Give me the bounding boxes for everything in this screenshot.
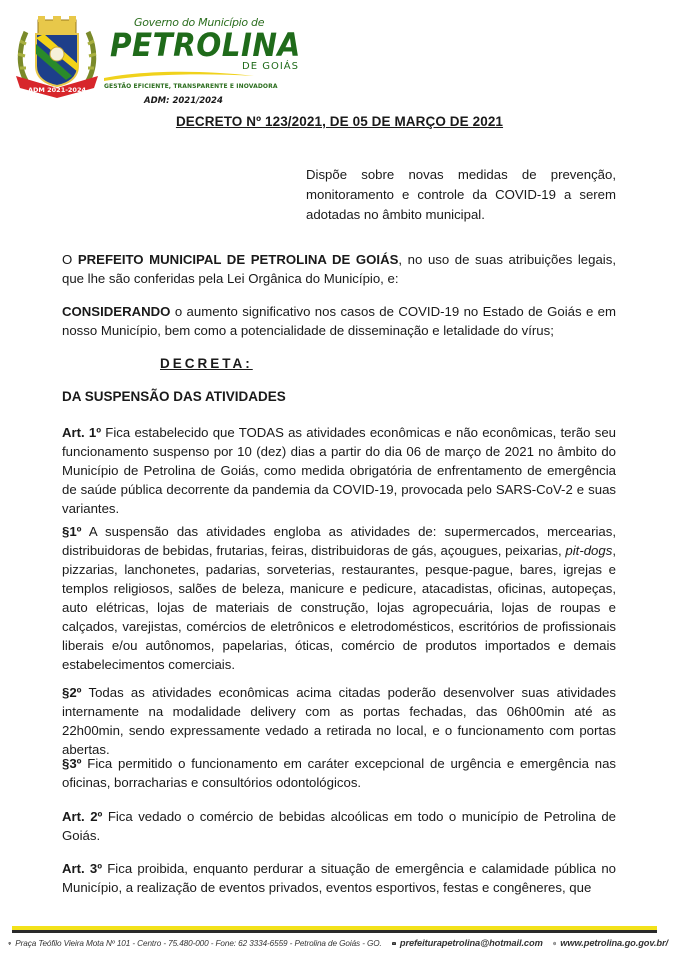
- tagline: GESTÃO EFICIENTE, TRANSPARENTE E INOVADORA: [104, 83, 278, 90]
- globe-icon: [553, 939, 556, 948]
- article-2-label: Art. 2º: [62, 809, 103, 824]
- paragraph-2-label: §2º: [62, 685, 82, 700]
- letterhead: [12, 10, 301, 106]
- state-name: DE GOIÁS: [242, 61, 299, 72]
- preamble-lead: O: [62, 252, 78, 267]
- paragraph-1-label: §1º: [62, 524, 82, 539]
- preamble-paragraph: [62, 250, 616, 288]
- footer-rule-dark: [12, 930, 657, 933]
- paragraph-3: [62, 754, 616, 792]
- government-line: Governo do Município de: [134, 16, 265, 29]
- footer-contact: [8, 936, 668, 950]
- paragraph-1: [62, 522, 616, 674]
- paragraph-1-text-a: A suspensão das atividades engloba as atividades de: supermercados, mercearias, distribuidoras de bebidas, frutarias, feiras, distribuidoras de gás, açougues, peixarias,: [62, 524, 616, 558]
- article-2-text: Fica vedado o comércio de bebidas alcoólicas em todo o município de Petrolina de Goiás.: [62, 809, 616, 843]
- paragraph-1-italic: pit-dogs: [565, 543, 613, 558]
- considerando-label: CONSIDERANDO: [62, 304, 171, 319]
- article-3: [62, 859, 616, 897]
- paragraph-3-label: §3º: [62, 756, 82, 771]
- article-3-text: Fica proibida, enquanto perdurar a situação de emergência e calamidade pública no Município, a realização de eventos privados, eventos esportivos, festas e congêneres, que: [62, 861, 616, 895]
- preamble-text: , no uso de suas atribuições legais, que lhe são conferidas pela Lei Orgânica do Município, e:: [62, 252, 616, 286]
- article-1: [62, 423, 616, 518]
- article-3-label: Art. 3º: [62, 861, 103, 876]
- municipality-name: PETROLINA: [110, 26, 301, 64]
- footer-email[interactable]: prefeiturapetrolina@hotmail.com: [399, 938, 543, 948]
- decreta-heading: DECRETA:: [160, 356, 253, 371]
- yellow-swoosh-icon: [104, 68, 254, 82]
- section-heading: DA SUSPENSÃO DAS ATIVIDADES: [62, 389, 286, 404]
- municipal-crest-icon: [14, 14, 100, 100]
- footer-address: Praça Teófilo Vieira Mota Nº 101 - Centro - 75.480-000 - Fone: 62 3334-6559 - Petrolina de Goiás - GO.: [15, 938, 382, 948]
- considerando-paragraph: [62, 302, 616, 340]
- article-1-label: Art. 1º: [62, 425, 102, 440]
- paragraph-2: [62, 683, 616, 759]
- municipality-wordmark: [104, 16, 301, 106]
- preamble-authority: PREFEITO MUNICIPAL DE PETROLINA DE GOIÁS: [77, 252, 399, 267]
- location-pin-icon: [8, 939, 11, 948]
- administration-period: ADM: 2021/2024: [144, 96, 223, 106]
- paragraph-2-text: Todas as atividades econômicas acima citadas poderão desenvolver suas atividades internamente na modalidade delivery com as portas fechadas, das 06h00min até as 22h00min, sendo expressamente vedado a retirada no local, e o funcionamento com portas abertas.: [62, 685, 616, 757]
- footer-website[interactable]: www.petrolina.go.gov.br/: [560, 938, 668, 948]
- article-2: [62, 807, 616, 845]
- decree-summary: Dispõe sobre novas medidas de prevenção, monitoramento e controle da COVID-19 a serem adotadas no âmbito municipal.: [306, 167, 616, 222]
- considerando-text: o aumento significativo nos casos de COVID-19 no Estado de Goiás e em nosso Município, bem como a potencialidade de disseminação e letalidade do vírus;: [62, 304, 616, 338]
- paragraph-3-text: Fica permitido o funcionamento em caráter excepcional de urgência e emergência nas oficinas, borracharias e consultórios odontológicos.: [62, 756, 616, 790]
- crest-ribbon-text: ADM 2021-2024: [27, 86, 87, 94]
- email-icon: [392, 939, 396, 948]
- decree-title: DECRETO Nº 123/2021, DE 05 DE MARÇO DE 2021: [175, 114, 504, 129]
- article-1-text: Fica estabelecido que TODAS as atividades econômicas e não econômicas, terão seu funcionamento suspenso por 10 (dez) dias a partir do dia 06 de março de 2021 no âmbito do Município de Petrolina de Goiás, como medida obrigatória de enfrentamento de emergência de saúde pública decorrente da pandemia da COVID-19, provocada pelo SARS-CoV-2 e suas variantes.: [62, 425, 616, 516]
- paragraph-1-text-b: , pizzarias, lanchonetes, padarias, sorveterias, restaurantes, pesque-pague, bares, igrejas e templos religiosos, salões de beleza, manicure e pedicure, atacadistas, oficinas, autopeças, auto elétricas, lojas de materiais de construção, lojas agropecuária, lojas de roupas e calçados, varejistas, comércios de eletrônicos e eletrodomésticos, escritórios de profissionais liberais e/ou autônomos, papelarias, óticas, comércio de produtos importados e demais estabelecimentos comerciais.: [62, 543, 616, 672]
